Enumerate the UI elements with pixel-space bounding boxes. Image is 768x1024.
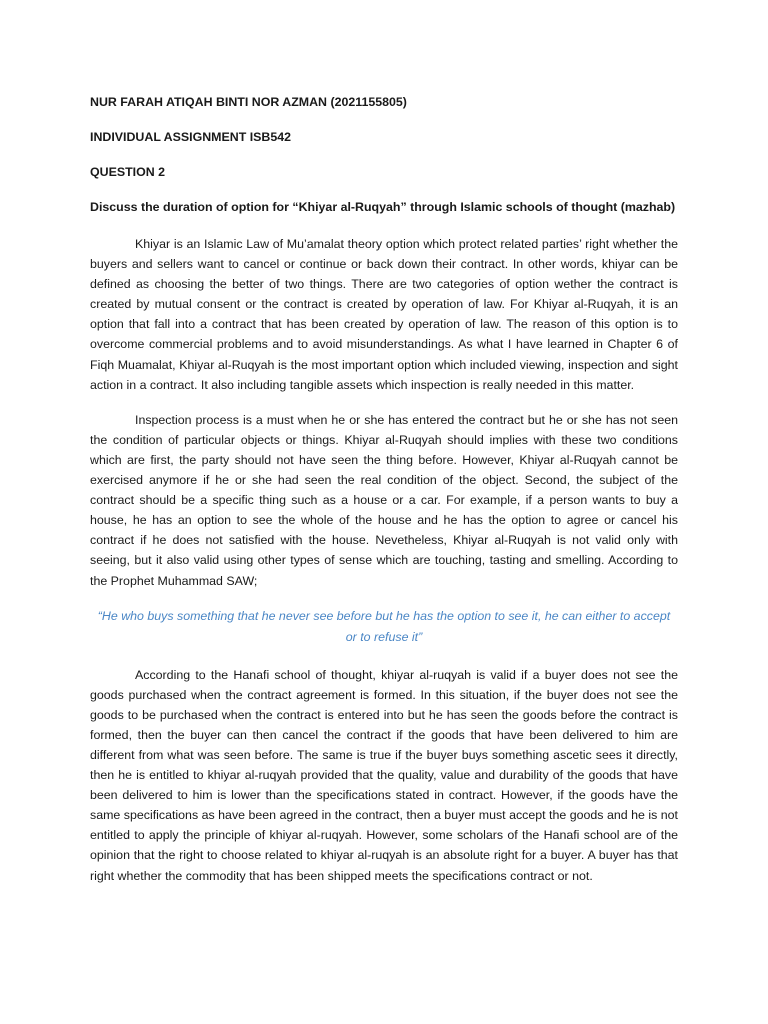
paragraph-hanafi: According to the Hanafi school of thought, khiyar al-ruqyah is valid if a buyer does not see the goods purchased when the contract agreement is formed. In this situation, if the buyer does not see the goods to be purchased when the contract is entered into but he has seen the goods before the contract is formed, then the buyer can then cancel the contract if the goods that have been delivered to him are different from what was seen before. The same is true if the buyer buys something ascetic sees it directly, then he is entitled to khiyar al-ruqyah provided that the quality, value and durability of the goods that have been delivered to him is lower than the specifications stated in contract. However, if the goods have the same specifications as have been agreed in the contract, then a buyer must accept the goods and he is not entitled to apply the principle of khiyar al-ruqyah. However, some scholars of the Hanafi school are of the opinion that the right to choose related to khiyar al-ruqyah is an absolute right for a buyer. A buyer has that right whether the commodity that has been shipped meets the specifications contract or not. [90, 667, 678, 883]
question-label: QUESTION 2 [90, 165, 166, 179]
document-body [90, 94, 678, 901]
question-heading: Discuss the duration of option for “Khiyar al-Ruqyah” through Islamic schools of thought (mazhab) [90, 200, 676, 214]
assignment-line: INDIVIDUAL ASSIGNMENT ISB542 [90, 130, 292, 144]
hadith-quote: “He who buys something that he never see before but he has the option to see it, he can either to accept or to refuse it” [97, 608, 671, 644]
paragraph-inspection: Inspection process is a must when he or she has entered the contract but he or she has not seen the condition of particular objects or things. Khiyar al-Ruqyah should implies with these two conditions which are first, the party should not have seen the thing before. However, Khiyar al-Ruqyah cannot be exercised anymore if he or she had seen the real condition of the object. Second, the subject of the contract should be a specific thing such as a house or a car. For example, if a person wants to buy a house, he has an option to see the whole of the house and he has the option to agree or cancel his contract if he does not satisfied with the house. Nevetheless, Khiyar al-Ruqyah is not valid only with seeing, but it also valid using other types of sense which are touching, tasting and smelling. According to the Prophet Muhammad SAW; [90, 412, 678, 588]
author-line: NUR FARAH ATIQAH BINTI NOR AZMAN (2021155805) [90, 95, 407, 109]
paragraph-introduction: Khiyar is an Islamic Law of Mu’amalat theory option which protect related parties’ right whether the buyers and sellers want to cancel or continue or back down their contract. In other words, khiyar can be defined as choosing the better of two things. There are two categories of option wether the contract is created by mutual consent or the contract is created by operation of law. For Khiyar al-Ruqyah, it is an option that fall into a contract that has been created by operation of law. The reason of this option is to overcome commercial problems and to avoid misunderstandings. As what I have learned in Chapter 6 of Fiqh Muamalat, Khiyar al-Ruqyah is the most important option which included viewing, inspection and sight action in a contract. It also including tangible assets which inspection is really needed in this matter. [90, 237, 678, 392]
